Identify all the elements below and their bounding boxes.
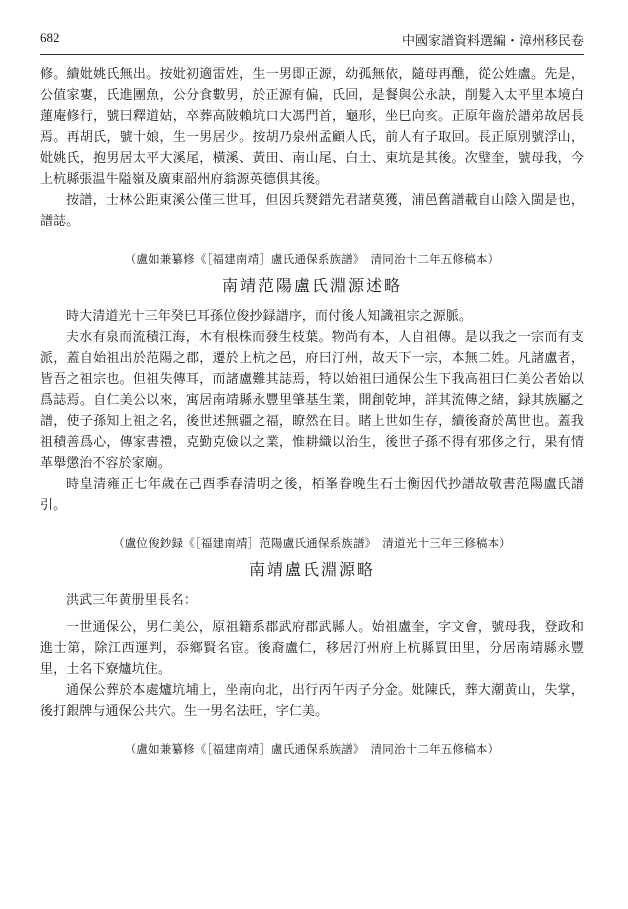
paragraph: 洪武三年黄册里長名：	[66, 593, 198, 608]
running-title: 中國家譜資料選編・漳州移民卷	[401, 34, 584, 49]
paragraph: 時皇清雍正七年歲在己酉季春清明之後，栢峯眷晚生石士衡因代抄譜故敬書范陽盧氏譜引。	[40, 477, 584, 513]
header-rule	[40, 54, 584, 55]
source-citation: （盧位俊鈔録《［福建南靖］范陽盧氏通保系族譜》 清道光十三年三修稿本）	[113, 536, 511, 550]
section-title: 南靖盧氏淵源略	[248, 560, 375, 579]
paragraph-continuation: 修。續妣姚氏無出。按妣初適雷姓，生一男即正源，幼孤無依，隨母再醮，從公姓盧。先是，公值家寠，氏進團魚，公分食數男，於正源有偏，氏回，是餐與公永訣，削髮入太平里本境白蓮庵修行，號曰釋道姑，卒葬高陂賴坑口大馮門首，龜形，坐巳向亥。正原年齒於譜弟故居長焉。再胡氏，號十娘，生一男居少。按胡乃泉州孟顧人氏，前人有子取回。長正原別號浮山，妣姚氏，抱男居太平大溪尾，橫溪、黃田、南山尾、白土、東坑是其後。次璧奎，號母我，今上杭縣張温牛隘嶺及廣東韶州府翁源英德俱其後。	[40, 67, 584, 187]
paragraph: 夫水有泉而流積江海，木有根株而發生枝葉。物尚有本，人自祖傳。是以我之一宗而有支派，蓋自始祖出於范陽之郡，遷於上杭之邑，府曰汀州，故天下一宗，本無二姓。凡諸盧者，皆吾之祖宗也。但祖失傳耳，而諸盧難其誌焉，特以始祖曰通保公生下我高祖曰仁美公者始以爲誌焉。自仁美公以來，寓居南靖縣永豐里肇基生業，開創乾坤，詳其流傳之緒，録其族屬之譜，使子孫知上祖之名，後世述無疆之福，瞭然在目。睹上世如生存，續後裔於萬世也。蓋我祖積善爲心，傳家書禮，克勤克儉以之業，惟耕織以治生，後世子孫不得有邪侈之行，果有情革舉懲治不容於家廟。	[40, 330, 584, 471]
paragraph-note: 按譜，士林公距東溪公僅三世耳，但因兵燹錯先君諸莫獲，浦邑舊譜載自山陰入閩是也，譜誌。	[40, 193, 584, 229]
page-number: 682	[40, 30, 60, 45]
source-citation: （盧如兼纂修《［福建南靖］盧氏通保系族譜》 清同治十二年五修稿本）	[124, 742, 500, 756]
page-body	[40, 64, 584, 764]
section-title: 南靖范陽盧氏淵源述略	[221, 276, 402, 295]
paragraph: 時大清道光十三年癸巳耳孫位俊抄録譜序，而付後人知識祖宗之源脈。	[66, 309, 473, 324]
paragraph: 一世通保公，男仁美公，原祖籍系郡武府郡武縣人。始祖盧奎，字文會，號母我，登政和進士第，除江西運判，忝鄉賢名宦。後裔盧仁，移居汀州府上杭縣買田里，分居南靖縣永豐里，土名下寮爐坑住。	[40, 620, 584, 677]
source-citation: （盧如兼纂修《［福建南靖］盧氏通保系族譜》 清同治十二年五修稿本）	[124, 252, 500, 266]
paragraph: 通保公葬於本處爐坑埔上，坐南向北，出行丙午丙子分金。妣陳氏，葬大潮黄山，失掌，後打銀牌与通保公共穴。生一男名法旺，字仁美。	[40, 683, 584, 719]
page-header	[40, 28, 584, 50]
